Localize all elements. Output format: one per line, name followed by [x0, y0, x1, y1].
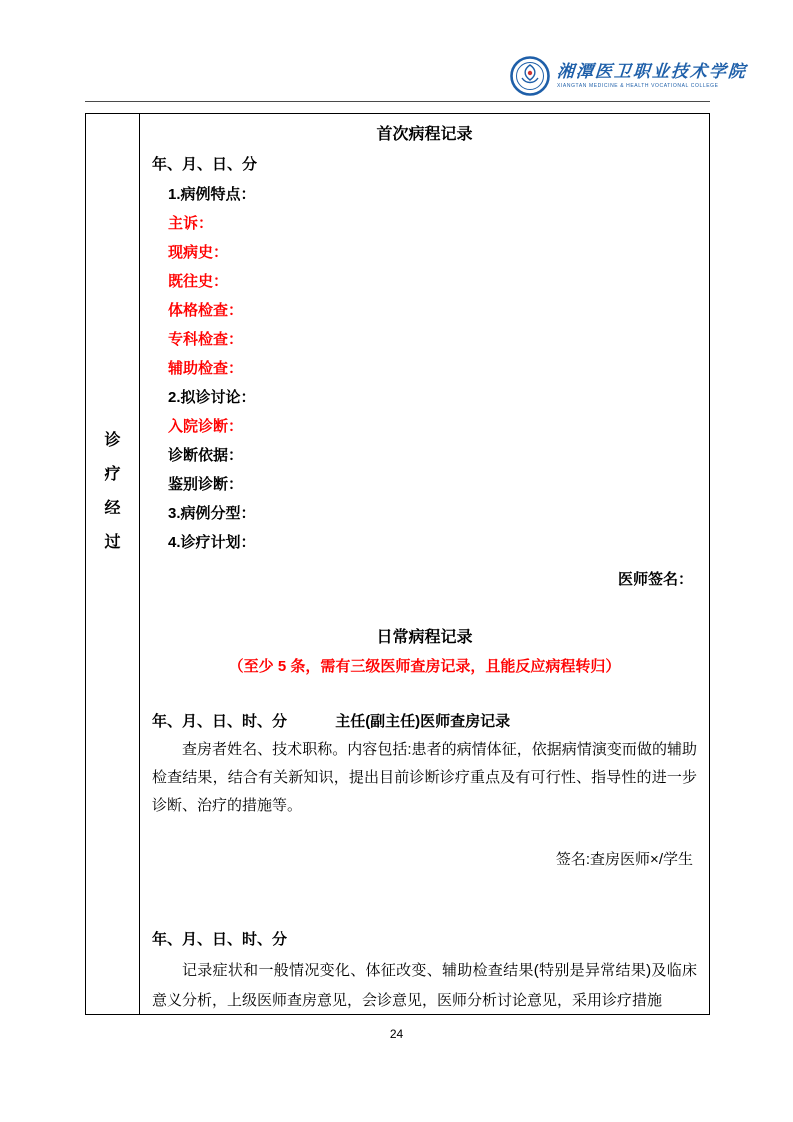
- entry1-date-line: 年、月、日、时、分: [152, 713, 288, 730]
- first-record-title: 首次病程记录: [376, 126, 473, 143]
- college-name-en: XIANGTAN MEDICINE & HEALTH VOCATIONAL COLLEGE: [557, 83, 719, 89]
- row-label-cell: [86, 114, 140, 1014]
- college-name-block: [557, 62, 747, 90]
- medical-record-table: [85, 113, 710, 1015]
- record-item: 体格检查：: [168, 302, 244, 319]
- record-item: 诊断依据：: [168, 447, 244, 464]
- entry2-body-text: 记录症状和一般情况变化、体征改变、辅助检查结果(特别是异常结果)及临床意义分析，上级医师查房意见，会诊意见，医师分析讨论意见，采用诊疗措施: [152, 962, 697, 1009]
- record-item: 鉴别诊断：: [168, 476, 244, 493]
- row-label-char: 诊: [104, 431, 121, 449]
- daily-record-requirement-note: （至少 5 条，需有三级医师查房记录，且能反应病程转归）: [228, 658, 621, 675]
- college-logo: [510, 56, 747, 96]
- record-item: 现病史：: [168, 244, 229, 261]
- college-name-cn: 湘潭医卫职业技术学院: [556, 62, 748, 81]
- first-record-date-line: 年、月、日、分: [152, 156, 258, 173]
- ward-round-entry-header: [152, 707, 697, 736]
- page-number: 24: [389, 1027, 404, 1041]
- record-item: 1.病例特点：: [168, 186, 256, 203]
- header-divider: [85, 101, 710, 102]
- physician-signature-label: 医师签名：: [617, 571, 693, 588]
- record-item: 主诉：: [168, 215, 214, 232]
- record-item: 3.病例分型：: [168, 505, 256, 522]
- entry1-body-text: 查房者姓名、技术职称。内容包括:患者的病情体征，依据病情演变而做的辅助检查结果，结合有关新知识，提出目前诊断诊疗重点及有可行性、指导性的进一步诊断、治疗的措施等。: [152, 741, 697, 814]
- record-content-cell: [140, 114, 709, 1014]
- daily-record-title: 日常病程记录: [376, 629, 473, 646]
- entry1-heading: 主任(副主任)医师查房记录: [335, 713, 511, 730]
- record-item: 入院诊断：: [168, 418, 244, 435]
- row-label-char: 过: [104, 533, 121, 551]
- college-emblem-icon: [510, 56, 550, 96]
- record-item: 既往史：: [168, 273, 229, 290]
- entry2-date-line: 年、月、日、时、分: [152, 931, 288, 948]
- record-item: 专科检查：: [168, 331, 244, 348]
- row-label-treatment-course: [104, 427, 120, 552]
- record-item: 辅助检查：: [168, 360, 244, 377]
- entry1-signature: 签名:查房医师×/学生: [555, 851, 693, 868]
- row-label-char: 经: [104, 499, 121, 517]
- row-label-char: 疗: [104, 465, 121, 483]
- record-item: 4.诊疗计划：: [168, 534, 256, 551]
- record-item: 2.拟诊讨论：: [168, 389, 256, 406]
